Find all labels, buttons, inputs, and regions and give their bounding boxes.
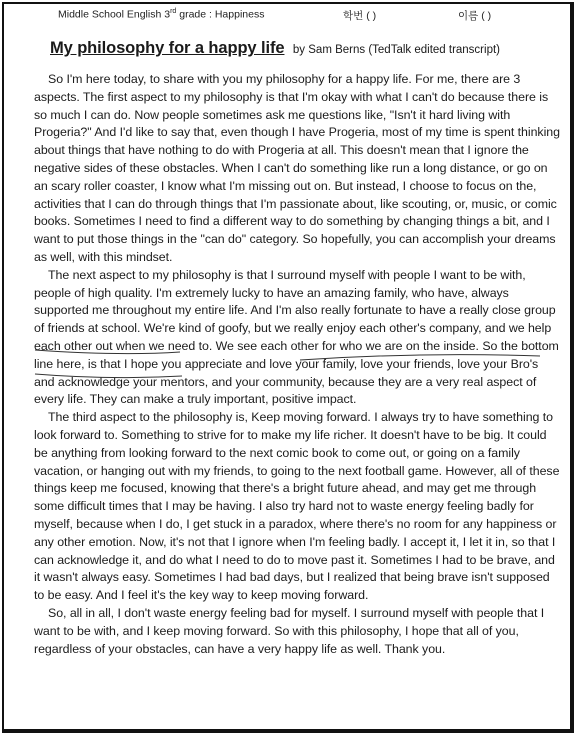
paragraph-3: The third aspect to the philosophy is, Keep moving forward. I always try to have something to look forward to. Something to strive for to make my life richer. It doesn't have to be big. It could be anything from looking forward to the next comic book to come out, or going on a family vacation, or hanging out with my friends, to going to the next football game. However, all of these things keep me focused, knowing that there's a bright future ahead, and may get me through some difficult times that I may be having. I also try hard not to waste energy feeling badly for myself, because when I do, I get stuck in a paradox, where there's no room for any happiness or any other emotion. Now, it's not that I ignore when I'm feeling badly. I accept it, I let it in, so that I can acknowledge it, and do what I need to do to move past it. Sometimes I had to be brave, and it wasn't always easy. Sometimes I had bad days, but I realized that being brave isn't supposed to be easy. And I feel it's the key way to keep moving forward.: [34, 410, 560, 603]
document-title-row: [50, 39, 500, 58]
student-name-field: 이름 ( ): [458, 10, 492, 22]
document-byline: by Sam Berns (TedTalk edited transcript): [292, 44, 500, 56]
document-title: My philosophy for a happy life: [50, 39, 285, 57]
student-number-field: 학번 ( ): [343, 10, 377, 22]
transcript-body: [34, 71, 560, 658]
course-label: Middle School English 3: [58, 8, 171, 21]
paragraph-1: So I'm here today, to share with you my philosophy for a happy life. For me, there are 3 aspects. The first aspect to my philosophy is that I'm okay with what I can't do because there is so much I can do. Now people sometimes ask me questions like, "Isn't it hard living with Progeria?" And I'd like to say that, even though I have Progeria, most of my time is spent thinking about things that have nothing to do with Progeria at all. This doesn't mean that I ignore the negative sides of these obstacles. When I can't do something like run a long distance, or go on an scary roller coaster, I know what I'm missing out on. But instead, I choose to focus on the, activities that I can do through things that I'm passionate about, like scouting, or, music, or comic books. Sometimes I need to find a different way to do something by changing things a bit, and I want to put those things in the "can do" category. So hopefully, you can accomplish your dreams as well, with this mindset.: [34, 72, 560, 264]
paragraph-2: The next aspect to my philosophy is that I surround myself with people I want to be with, people of high quality. I'm extremely lucky to have an amazing family, who have, always supported me throughout my entire life. And I'm also really fortunate to have a really close group of friends at school. We're kind of goofy, but we really enjoy each other's company, and we help each other out when we need to. We see each other for who we are on the inside. So the bottom line here, is that I hope you appreciate and love your family, love your friends, love your Bro's and acknowledge your mentors, and your community, because they are a very real aspect of every life. They can make a truly important, positive impact.: [34, 267, 559, 407]
paragraph-4: So, all in all, I don't waste energy feeling bad for myself. I surround myself with people that I want to be with, and I keep moving forward. So with this philosophy, I hope that all of you, regardless of your obstacles, can have a very happy life as well. Thank you.: [34, 605, 545, 656]
grade-topic-label: grade : Happiness: [179, 8, 265, 21]
worksheet-header: [58, 8, 568, 21]
grade-suffix: rd: [170, 8, 177, 15]
